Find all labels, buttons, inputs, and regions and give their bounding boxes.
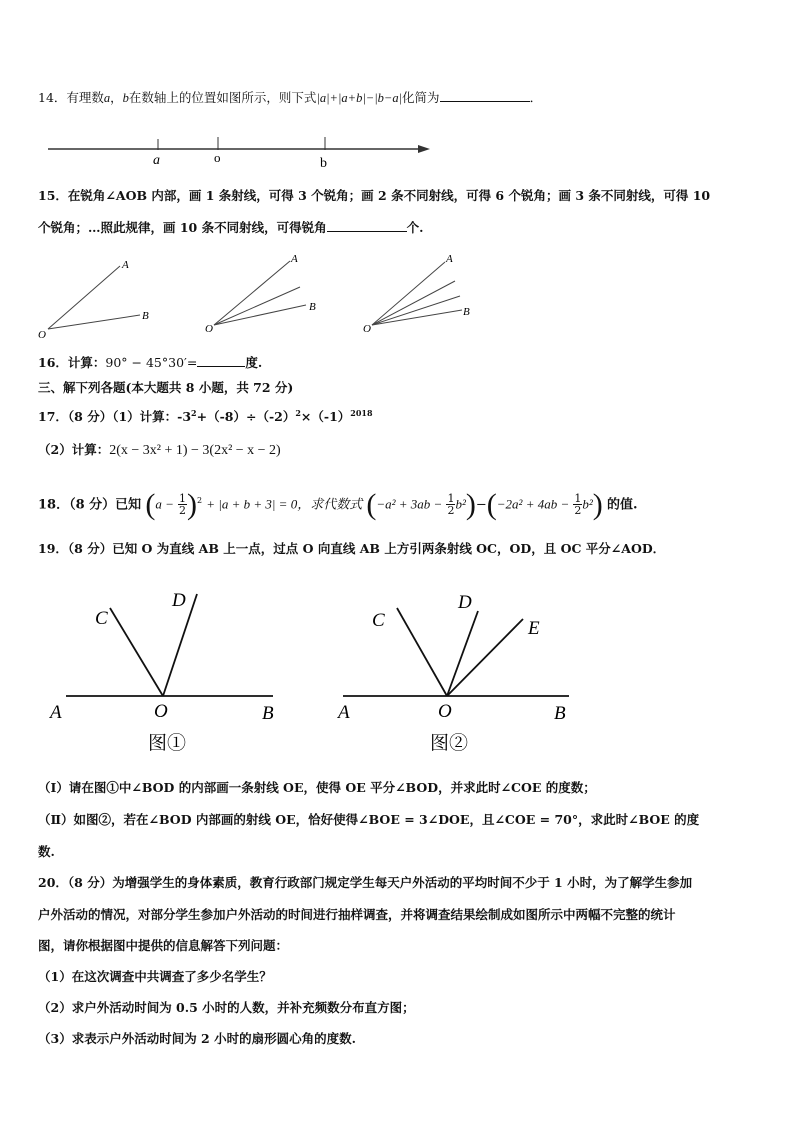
axis-label-o: o	[214, 150, 221, 165]
q14-end: ．	[529, 90, 543, 105]
q18-expr2-tail: b²	[582, 496, 593, 512]
q20-sub3: （3）求表示户外活动时间为 2 小时的扇形圆心角的度数.	[38, 1031, 356, 1046]
q14-suffix: 化简为	[402, 90, 440, 105]
q20-sub1: （1）在这次调查中共调查了多少名学生？	[38, 969, 272, 984]
q18-frac1-num: 1	[178, 492, 186, 506]
q18-lparen2: (	[366, 487, 377, 521]
q19-fig1-C: C	[95, 608, 108, 629]
q18-rparen1: )	[186, 487, 197, 521]
q17-line1b: +（-8）÷（-2）	[196, 409, 296, 425]
q18-frac3-num: 1	[574, 492, 582, 506]
question-19: 19．（8 分）已知 O 为直线 AB 上一点，过点 O 向直线 AB 上方引两条射线 OC，OD，且 OC 平分∠AOD．	[38, 541, 666, 556]
q19-part2-line2: 数.	[38, 844, 55, 859]
fig1-label-A: A	[122, 259, 129, 271]
fig1-label-O: O	[38, 329, 46, 341]
q18-lparen3: (	[486, 487, 497, 521]
q14-expression: |a|+|a+b|−|b−a|	[316, 91, 403, 105]
q18-frac2-den: 2	[447, 504, 455, 518]
q18-suffix: 的值.	[606, 497, 638, 513]
q16-suffix: 度.	[245, 355, 263, 370]
fig1-label-B: B	[142, 310, 149, 322]
q15-line2-end: 个.	[406, 220, 424, 235]
q19-fig1-B: B	[262, 703, 274, 724]
q17-part2-expression: 2(x − 3x² + 1) − 3(2x² − x − 2)	[109, 443, 281, 458]
q19-fig1-O: O	[154, 701, 168, 722]
fig2-label-O: O	[205, 323, 213, 335]
q14-prefix: 14．有理数	[38, 90, 104, 105]
q19-part2-line1: （Ⅱ）如图②，若在∠BOD 内部画的射线 OE，恰好使得∠BOE = 3∠DOE，且∠COE = 70°，求此时∠BOE 的度	[38, 812, 700, 827]
fig3-label-O: O	[363, 323, 371, 335]
section-3-heading: 三、解下列各题(本大题共 8 小题，共 72 分)	[38, 380, 294, 395]
q19-fig2-A: A	[338, 702, 350, 723]
question-15-line1: 15．在锐角∠AOB 内部，画 1 条射线，可得 3 个锐角；画 2 条不同射线，可得 6 个锐角；画 3 条不同射线，可得 10	[38, 188, 711, 203]
q18-lparen1: (	[145, 487, 156, 521]
q20-line2: 户外活动的情况，对部分学生参加户外活动的时间进行抽样调查，并将调查结果绘制成如图所示中两幅不完整的统计	[38, 907, 676, 922]
q17-sup1: 2	[191, 408, 197, 418]
fig3-label-B: B	[463, 306, 470, 318]
q14-var-b: b	[122, 91, 129, 105]
q19-fig1-caption: 图①	[148, 733, 187, 754]
q18-expr1: −a² + 3ab −	[376, 496, 443, 512]
q16-expression: 90° − 45°30′=	[105, 355, 198, 370]
q18-prefix: 18．（8 分）已知	[38, 497, 142, 513]
fig3-label-A: A	[446, 253, 453, 265]
q18-rparen3: )	[592, 487, 603, 521]
q19-fig2-E: E	[528, 618, 540, 639]
q19-part1: （Ⅰ）请在图①中∠BOD 的内部画一条射线 OE，使得 OE 平分∠BOD，并求此时∠COE 的度数；	[38, 780, 596, 795]
q19-fig1-D: D	[172, 590, 186, 611]
q18-expr2: −2a² + 4ab −	[496, 496, 570, 512]
q18-minus: −	[475, 497, 487, 513]
q14-sep: ，	[110, 90, 123, 105]
q19-fig2-B: B	[554, 703, 566, 724]
q18-expr1-tail: b²	[455, 496, 466, 512]
q20-line1: 20．（8 分）为增强学生的身体素质，教育行政部门规定学生每天户外活动的平均时间不少于 1 小时，为了解学生参加	[38, 875, 693, 890]
q18-cond-a: a −	[155, 496, 174, 512]
q18-cond-rest: + |a + b + 3| = 0，求代数式	[206, 496, 363, 512]
q17-line1: 17．（8 分）（1）计算：-3	[38, 409, 192, 425]
q19-fig2-caption: 图②	[430, 733, 469, 754]
axis-label-b: b	[320, 156, 327, 171]
q17-sup3: 2018	[350, 408, 373, 418]
q19-fig2-D: D	[458, 592, 472, 613]
q18-frac1-den: 2	[178, 504, 186, 518]
q20-line3: 图，请你根据图中提供的信息解答下列问题：	[38, 938, 289, 953]
q19-fig2-C: C	[372, 610, 385, 631]
q19-fig1-A: A	[50, 702, 62, 723]
fig2-label-B: B	[309, 301, 316, 313]
q18-square: 2	[196, 496, 203, 505]
q18-rparen2: )	[465, 487, 476, 521]
q18-frac3-den: 2	[574, 504, 582, 518]
q14-middle: 在数轴上的位置如图所示，则下式	[128, 90, 317, 105]
q20-sub2: （2）求户外活动时间为 0.5 小时的人数，并补充频数分布直方图；	[38, 1000, 415, 1015]
axis-label-a: a	[153, 153, 160, 168]
fig2-label-A: A	[291, 253, 298, 265]
q15-line2-text: 个锐角；…照此规律，画 10 条不同射线，可得锐角	[38, 220, 327, 235]
q17-sup2: 2	[295, 408, 301, 418]
q19-fig2-O: O	[438, 701, 452, 722]
q17-line1c: ×（-1）	[300, 409, 351, 425]
q17-part2-prefix: （2）计算：	[38, 442, 110, 457]
q16-prefix: 16．计算：	[38, 355, 106, 370]
q14-var-a: a	[103, 91, 111, 105]
q18-frac2-num: 1	[447, 492, 455, 506]
